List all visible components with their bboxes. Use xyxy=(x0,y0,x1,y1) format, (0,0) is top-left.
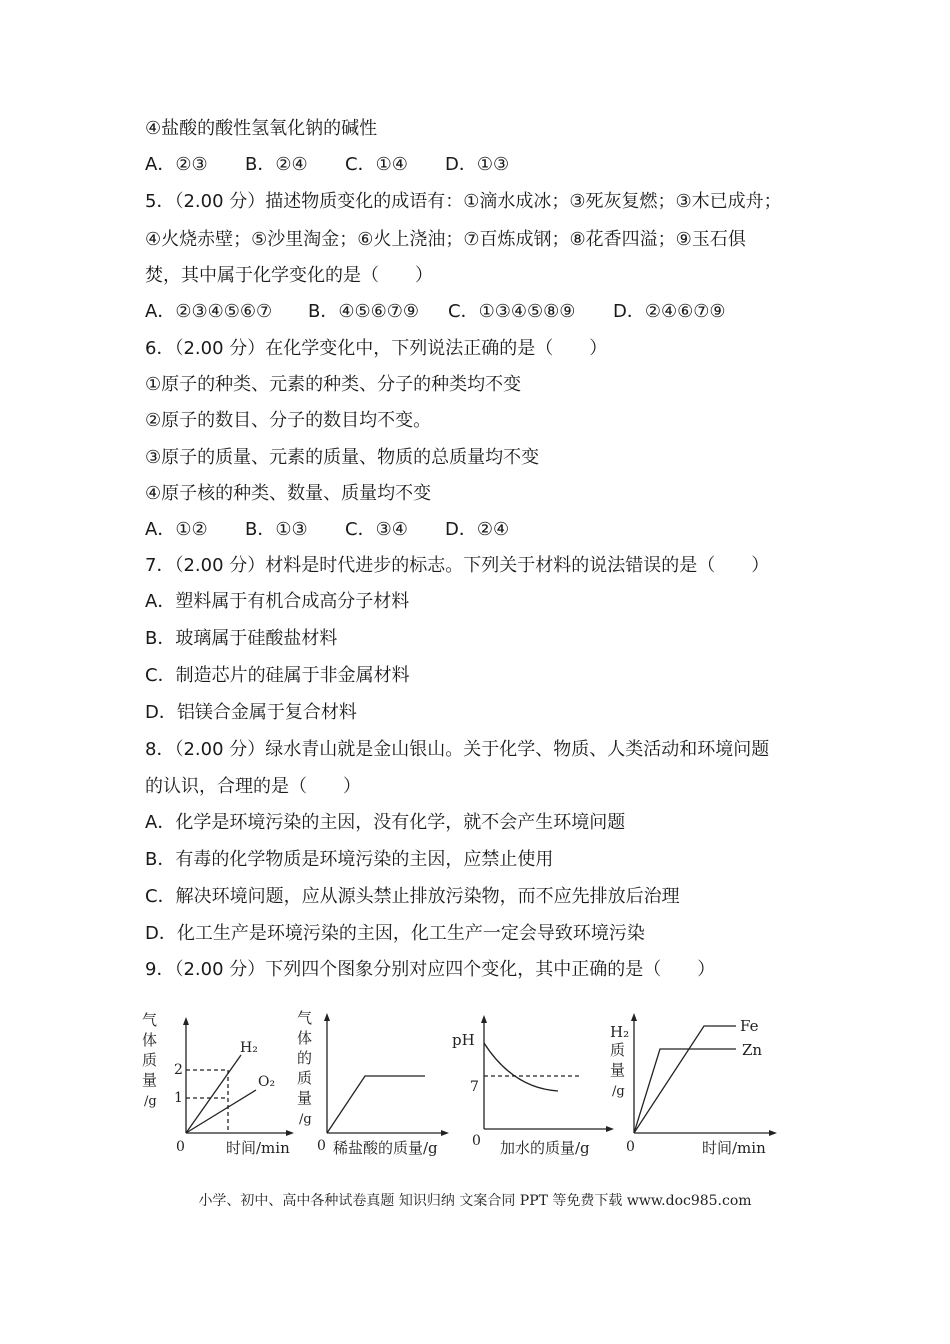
option-a: A．①② xyxy=(145,519,208,540)
chart-2-origin: 0 xyxy=(317,1138,326,1154)
chart-1-line-o2 xyxy=(186,1090,256,1133)
q5-stem-cont2: 焚，其中属于化学变化的是（ ） xyxy=(145,265,433,286)
option-d: D．①③ xyxy=(445,154,510,175)
chart-3 xyxy=(450,1005,620,1165)
chart-2-ylabel-6: /g xyxy=(299,1112,312,1127)
chart-4-x-arrow xyxy=(769,1130,777,1136)
chart-1-ytick-2: 2 xyxy=(174,1062,183,1078)
chart-4-series-zn: Zn xyxy=(742,1041,763,1059)
option-b: B．④⑤⑥⑦⑨ xyxy=(308,301,420,322)
q5-stem-cont: ④火烧赤壁；⑤沙里淘金；⑥火上浇油；⑦百炼成钢；⑧花香四溢；⑨玉石俱 xyxy=(145,229,746,250)
chart-1 xyxy=(140,1005,295,1165)
q9-stem: 9．（2.00 分）下列四个图象分别对应四个变化，其中正确的是（ ） xyxy=(145,959,716,980)
q5-options xyxy=(145,300,726,324)
chart-4-origin: 0 xyxy=(626,1139,635,1155)
q6-statement-2: ②原子的数目、分子的数目均不变。 xyxy=(145,410,432,431)
chart-3-y-arrow xyxy=(481,1015,487,1023)
chart-4-line-zn xyxy=(634,1049,736,1133)
q9-figures xyxy=(140,1005,810,1170)
q5-stem: 5．（2.00 分）描述物质变化的成语有：①滴水成冰；③死灰复燃；③木已成舟； xyxy=(145,191,782,212)
q8-stem: 8．（2.00 分）绿水青山就是金山银山。关于化学、物质、人类活动和环境问题 xyxy=(145,739,770,760)
q6-statement-4: ④原子核的种类、数量、质量均不变 xyxy=(145,483,432,504)
chart-3-xlabel: 加水的质量/g xyxy=(500,1139,590,1157)
q8-option-d: D．化工生产是环境污染的主因，化工生产一定会导致环境污染 xyxy=(145,923,645,944)
q4-statement-4: ④盐酸的酸性氢氧化钠的碱性 xyxy=(145,118,378,139)
chart-1-ylabel-1: 气 xyxy=(142,1011,158,1029)
q8-option-b: B．有毒的化学物质是环境污染的主因，应禁止使用 xyxy=(145,849,554,870)
chart-2-ylabel-1: 气 xyxy=(297,1009,313,1027)
chart-2-xlabel: 稀盐酸的质量/g xyxy=(333,1139,438,1157)
q8-stem-cont: 的认识，合理的是（ ） xyxy=(145,776,361,797)
chart-1-series-o2: O₂ xyxy=(258,1074,276,1090)
q6-statement-3: ③原子的质量、元素的质量、物质的总质量均不变 xyxy=(145,447,540,468)
chart-1-ylabel-5: /g xyxy=(144,1094,157,1109)
chart-4-ylabel-4: /g xyxy=(612,1084,625,1099)
chart-2-ylabel-2: 体 xyxy=(297,1029,313,1047)
chart-2-ylabel-4: 质 xyxy=(297,1069,313,1087)
chart-4-series-fe: Fe xyxy=(740,1017,759,1035)
option-c: C．③④ xyxy=(345,519,408,540)
chart-3-ylabel: pH xyxy=(452,1031,475,1049)
option-b: B．②④ xyxy=(245,154,308,175)
chart-1-ytick-1: 1 xyxy=(174,1090,183,1106)
chart-1-ylabel-4: 量 xyxy=(142,1071,158,1089)
chart-1-x-arrow xyxy=(286,1130,294,1136)
chart-1-line-h2 xyxy=(186,1055,241,1133)
q7-option-a: A．塑料属于有机合成高分子材料 xyxy=(145,591,410,612)
chart-3-curve xyxy=(484,1043,558,1091)
chart-1-series-h2: H₂ xyxy=(240,1040,258,1056)
chart-3-ytick-7: 7 xyxy=(470,1079,479,1095)
q6-options xyxy=(145,518,509,542)
q7-option-d: D．铝镁合金属于复合材料 xyxy=(145,702,357,723)
chart-1-origin: 0 xyxy=(176,1139,185,1155)
chart-2 xyxy=(295,1005,455,1165)
q7-option-b: B．玻璃属于硅酸盐材料 xyxy=(145,628,338,649)
chart-1-y-arrow xyxy=(183,1017,189,1025)
chart-4 xyxy=(608,1005,783,1165)
chart-2-x-arrow xyxy=(441,1130,449,1136)
page-footer: 小学、初中、高中各种试卷真题 知识归纳 文案合同 PPT 等免费下载 www.doc985.com xyxy=(198,1193,752,1209)
q7-stem: 7．（2.00 分）材料是时代进步的标志。下列关于材料的说法错误的是（ ） xyxy=(145,555,770,576)
chart-4-line-fe xyxy=(634,1026,736,1133)
chart-2-ylabel-5: 量 xyxy=(297,1089,313,1107)
q8-option-a: A．化学是环境污染的主因，没有化学，就不会产生环境问题 xyxy=(145,812,626,833)
chart-1-ylabel-3: 质 xyxy=(142,1051,158,1069)
option-c: C．①④ xyxy=(345,154,408,175)
q7-option-c: C．制造芯片的硅属于非金属材料 xyxy=(145,665,410,686)
option-d: D．②④ xyxy=(445,519,510,540)
option-a: A．②③④⑤⑥⑦ xyxy=(145,301,273,322)
q6-statement-1: ①原子的种类、元素的种类、分子的种类均不变 xyxy=(145,374,522,395)
chart-4-ylabel-3: 量 xyxy=(610,1061,626,1079)
q8-option-c: C．解决环境问题，应从源头禁止排放污染物，而不应先排放后治理 xyxy=(145,886,680,907)
chart-4-ylabel-2: 质 xyxy=(610,1041,626,1059)
chart-1-ylabel-2: 体 xyxy=(142,1031,158,1049)
chart-2-ylabel-3: 的 xyxy=(297,1049,313,1067)
chart-2-y-arrow xyxy=(324,1013,330,1021)
chart-1-xlabel: 时间/min xyxy=(226,1139,290,1157)
option-a: A．②③ xyxy=(145,154,208,175)
q4-options xyxy=(145,153,509,177)
chart-2-curve xyxy=(327,1076,425,1133)
chart-4-ylabel-1: H₂ xyxy=(610,1023,630,1041)
option-c: C．①③④⑤⑧⑨ xyxy=(448,301,576,322)
option-b: B．①③ xyxy=(245,519,308,540)
chart-4-y-arrow xyxy=(631,1013,637,1021)
chart-4-xlabel: 时间/min xyxy=(702,1139,766,1157)
q6-stem: 6．（2.00 分）在化学变化中，下列说法正确的是（ ） xyxy=(145,338,608,359)
option-d: D．②④⑥⑦⑨ xyxy=(613,301,726,322)
chart-3-origin: 0 xyxy=(472,1133,481,1149)
